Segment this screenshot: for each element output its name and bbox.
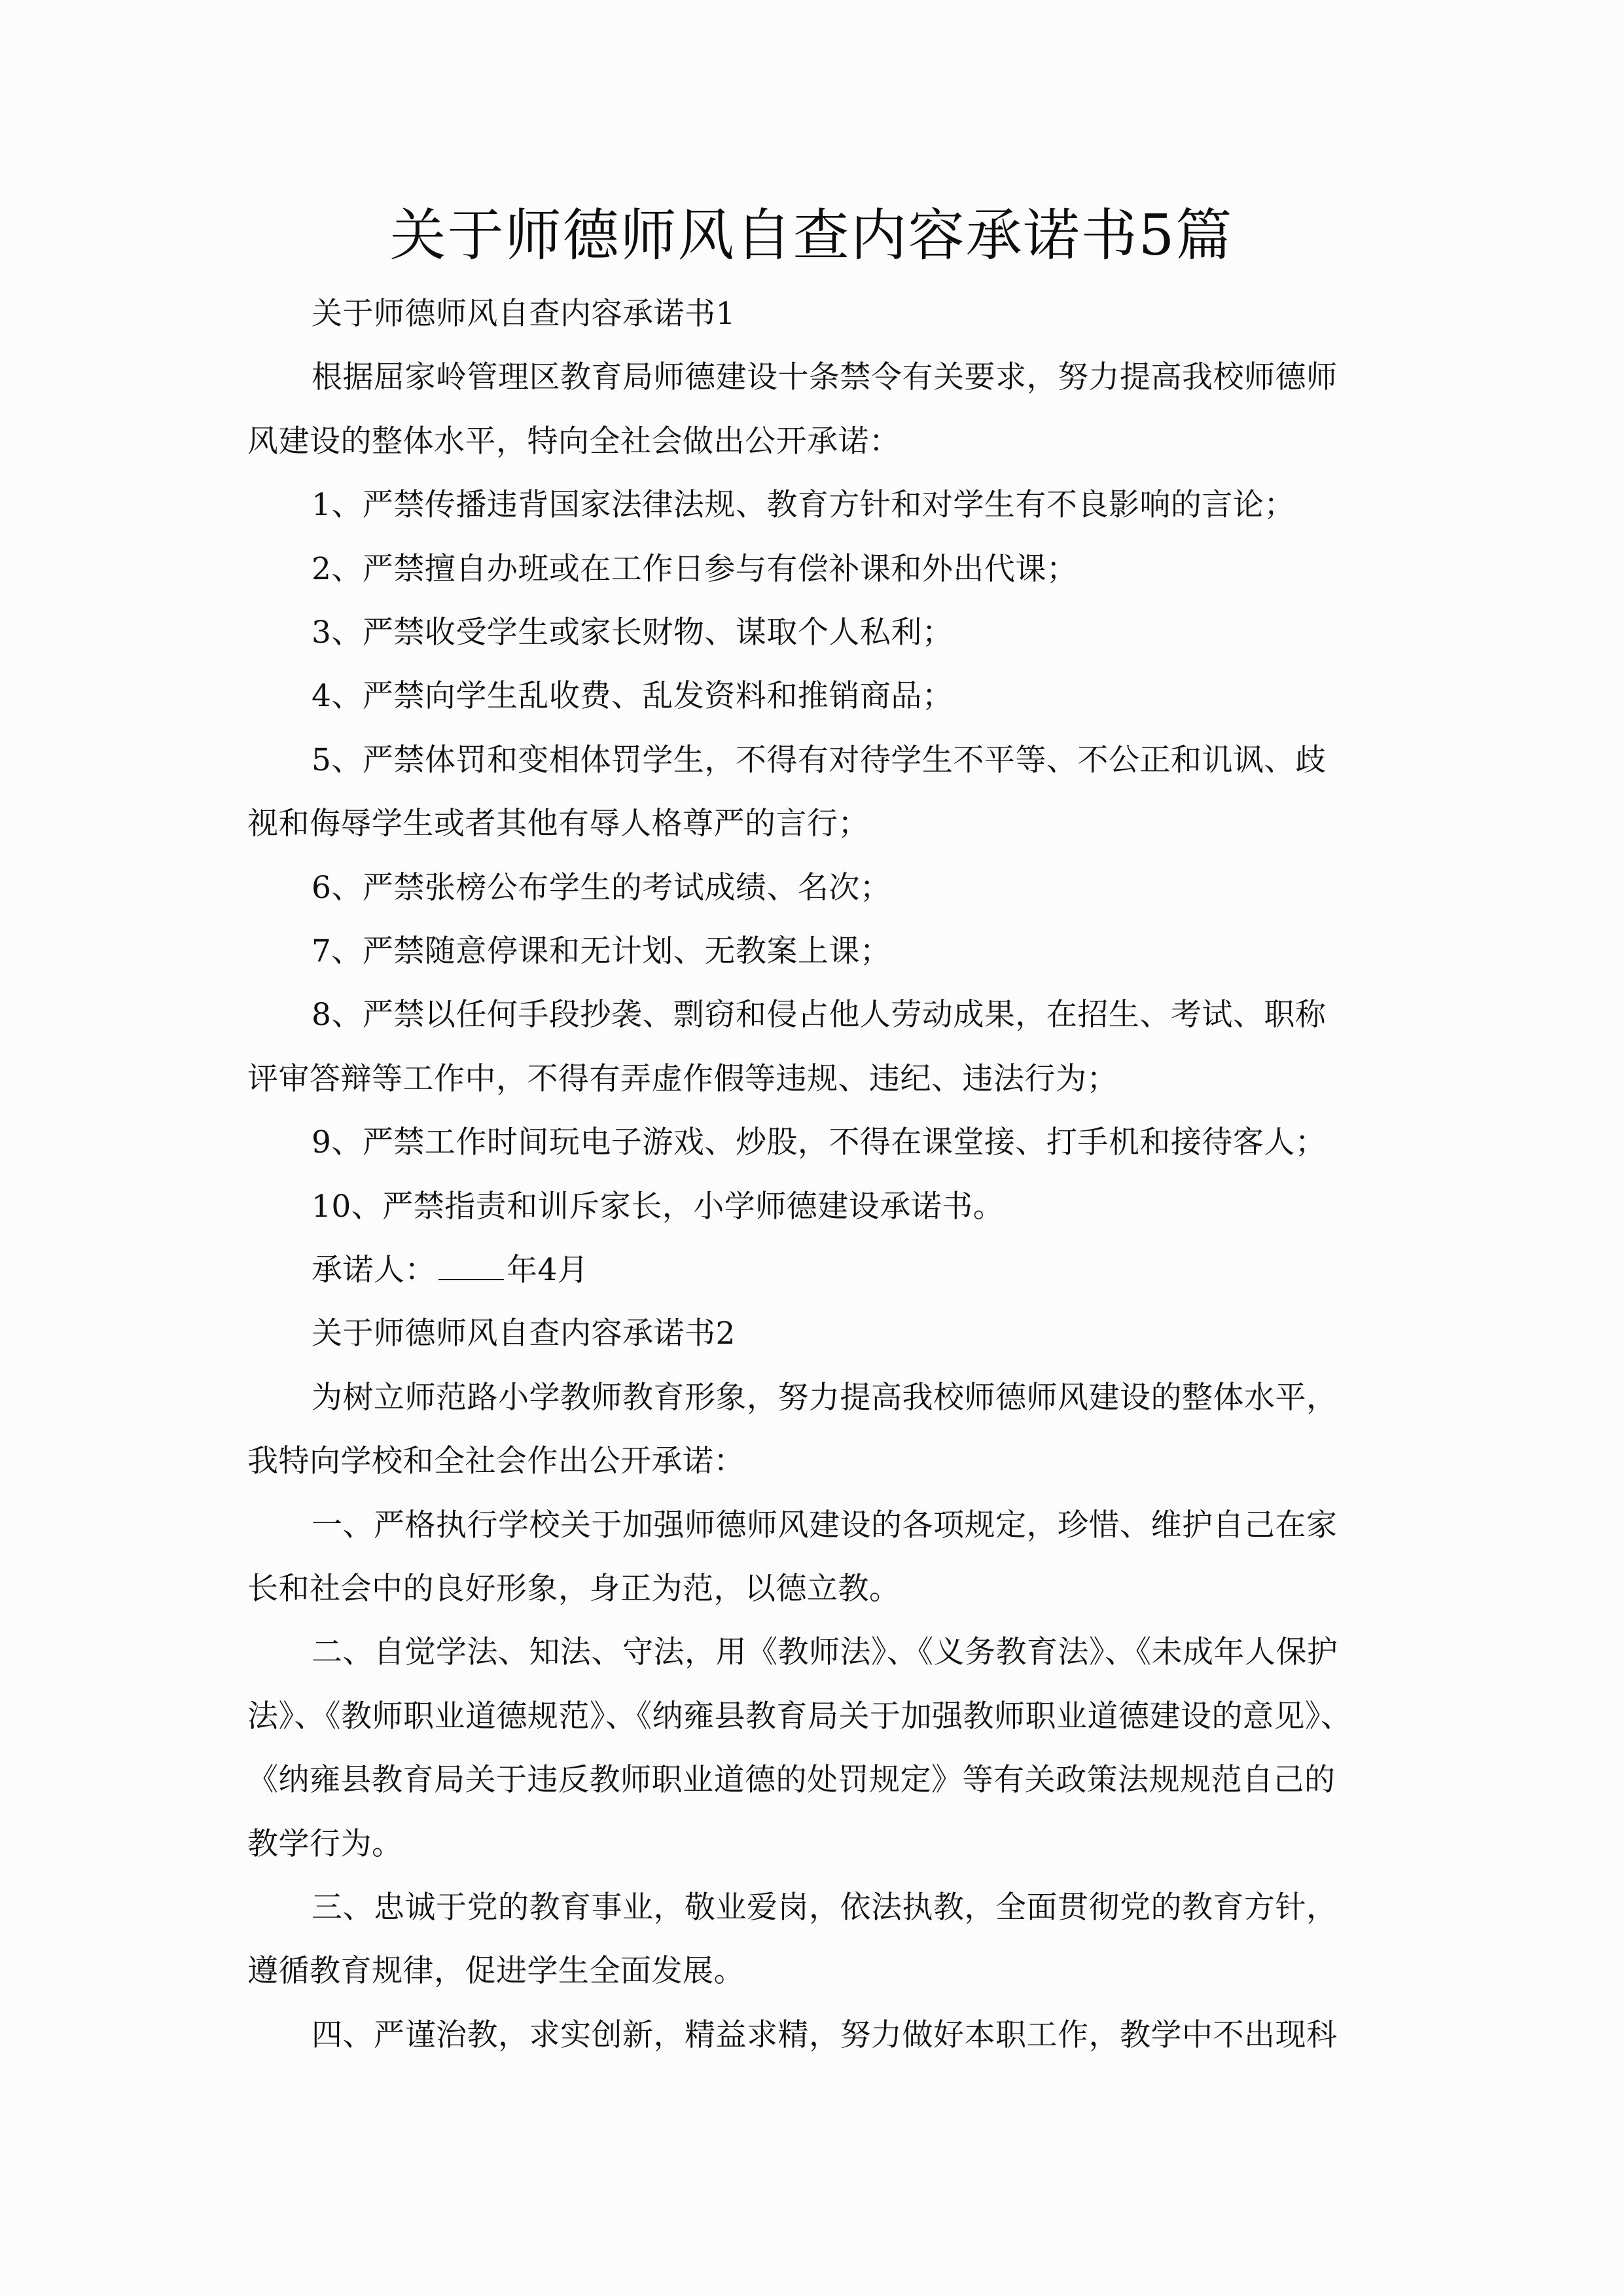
- section-2-heading: 关于师德师风自查内容承诺书2: [312, 1316, 736, 1352]
- signature-label: 承诺人：: [312, 1252, 436, 1288]
- section-1-item-3: 3、严禁收受学生或家长财物、谋取个人私利；: [312, 615, 954, 651]
- section-2-item-3: 三、忠诚于党的教育事业，敬业爱岗，依法执教，全面贯彻党的教育方针，: [312, 1890, 1338, 1926]
- section-1-heading: 关于师德师风自查内容承诺书1: [312, 296, 736, 332]
- section-1-item-5: 5、严禁体罚和变相体罚学生，不得有对待学生不平等、不公正和讥讽、歧: [312, 742, 1327, 778]
- section-1-item-8-cont: 评审答辩等工作中，不得有弄虚作假等违规、违纪、违法行为；: [247, 1060, 1118, 1097]
- section-1-item-1: 1、严禁传播违背国家法律法规、教育方针和对学生有不良影响的言论；: [312, 487, 1295, 524]
- section-1-intro-line-2: 风建设的整体水平，特向全社会做出公开承诺：: [247, 423, 901, 459]
- section-2-item-1-cont: 长和社会中的良好形象，身正为范，以德立教。: [247, 1571, 901, 1607]
- section-1-item-10: 10、严禁指责和训斥家长，小学师德建设承诺书。: [312, 1188, 1005, 1225]
- section-1-item-8: 8、严禁以任何手段抄袭、剽窃和侵占他人劳动成果，在招生、考试、职称: [312, 997, 1327, 1033]
- section-1-item-4: 4、严禁向学生乱收费、乱发资料和推销商品；: [312, 678, 954, 715]
- signature-blank: [438, 1253, 504, 1280]
- section-2-intro-line-2: 我特向学校和全社会作出公开承诺：: [247, 1443, 745, 1480]
- signature-line: [312, 1244, 588, 1308]
- section-1-item-7: 7、严禁随意停课和无计划、无教案上课；: [312, 933, 891, 969]
- section-2-item-2-cont-3: 教学行为。: [247, 1825, 403, 1862]
- section-1-intro-line-1: 根据屈家岭管理区教育局师德建设十条禁令有关要求，努力提高我校师德师: [312, 359, 1338, 396]
- signature-date: 年4月: [507, 1252, 589, 1288]
- section-2-item-2-cont-1: 法》、《教师职业道德规范》、《纳雍县教育局关于加强教师职业道德建设的意见》、: [247, 1698, 1352, 1734]
- section-1-item-2: 2、严禁擅自办班或在工作日参与有偿补课和外出代课；: [312, 550, 1078, 587]
- section-2-item-4: 四、严谨治教，求实创新，精益求精，努力做好本职工作，教学中不出现科: [312, 2017, 1338, 2053]
- section-2-item-2-cont-2: 《纳雍县教育局关于违反教师职业道德的处罚规定》等有关政策法规规范自己的: [247, 1762, 1336, 1799]
- section-1-item-6: 6、严禁张榜公布学生的考试成绩、名次；: [312, 869, 891, 906]
- section-2-item-2: 二、自觉学法、知法、守法，用《教师法》、《义务教育法》、《未成年人保护: [312, 1634, 1338, 1671]
- document-title: 关于师德师风自查内容承诺书5篇: [389, 203, 1234, 268]
- section-2-item-3-cont: 遵循教育规律，促进学生全面发展。: [247, 1953, 745, 1990]
- section-1-item-5-cont: 视和侮辱学生或者其他有辱人格尊严的言行；: [247, 806, 869, 842]
- section-2-item-1: 一、严格执行学校关于加强师德师风建设的各项规定，珍惜、维护自己在家: [312, 1507, 1338, 1543]
- section-1-item-9: 9、严禁工作时间玩电子游戏、炒股，不得在课堂接、打手机和接待客人；: [312, 1124, 1327, 1161]
- section-2-intro-line-1: 为树立师范路小学教师教育形象，努力提高我校师德师风建设的整体水平，: [312, 1379, 1338, 1416]
